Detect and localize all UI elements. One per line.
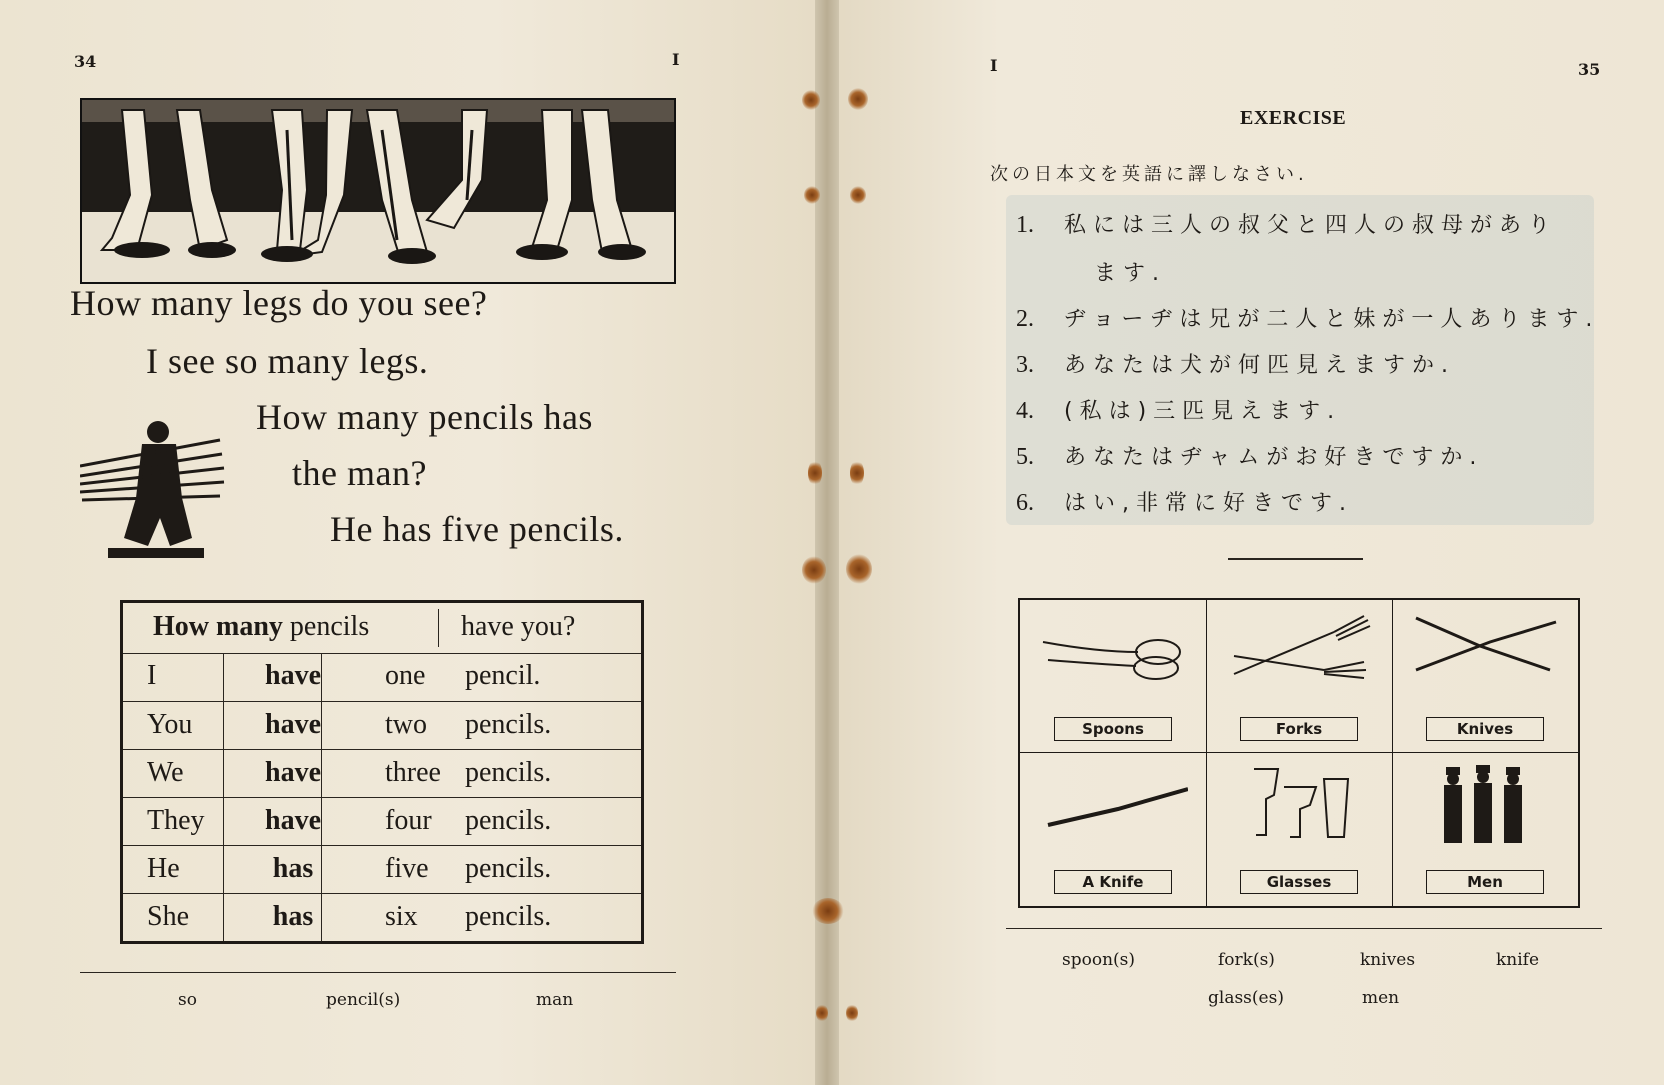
rust-stain	[812, 898, 844, 924]
picture-label: A Knife	[1054, 870, 1172, 894]
item-text: はい,非常に好きです.	[1064, 491, 1353, 516]
rust-stain	[850, 186, 866, 204]
table-row	[123, 701, 641, 750]
row-subject: We	[147, 757, 184, 788]
rust-stain	[846, 1004, 858, 1022]
table-header	[123, 603, 641, 654]
exercise-item-continuation: ます.	[1094, 261, 1166, 286]
header-left-bold: How many	[153, 611, 283, 642]
item-text: ヂョーヂは兄が二人と妹が一人あります.	[1064, 307, 1600, 332]
row-number: five	[385, 853, 429, 884]
picture-label: Spoons	[1054, 717, 1172, 741]
item-number: 4.	[1016, 398, 1034, 424]
picture-cell-knives	[1392, 600, 1578, 753]
vocab-word: man	[536, 990, 574, 1010]
table-row	[123, 749, 641, 798]
picture-grid	[1018, 598, 1580, 908]
row-subject: They	[147, 805, 205, 836]
row-noun: pencils.	[465, 805, 552, 836]
row-verb: have	[265, 757, 321, 788]
question-pencils-line1: How many pencils has	[256, 397, 593, 437]
table-row	[123, 845, 641, 894]
rust-stain	[808, 460, 822, 486]
row-number: one	[385, 660, 426, 691]
table-row	[123, 893, 641, 942]
picture-cell-men	[1392, 753, 1578, 906]
lesson-marker: I	[990, 56, 998, 75]
question-legs: How many legs do you see?	[70, 283, 488, 323]
vocab-word: spoon(s)	[1062, 950, 1136, 970]
pencil-man-illustration	[80, 418, 230, 568]
row-subject: She	[147, 901, 189, 932]
legs-illustration	[80, 98, 676, 284]
exercise-item	[1016, 302, 1599, 333]
row-noun: pencils.	[465, 709, 552, 740]
answer-legs: I see so many legs.	[146, 341, 429, 381]
picture-label: Forks	[1240, 717, 1358, 741]
rust-stain	[816, 1004, 828, 1022]
vocab-rule	[1006, 928, 1602, 929]
exercise-title: EXERCISE	[1240, 107, 1347, 129]
row-number: two	[385, 709, 427, 740]
vocab-word: men	[1362, 988, 1400, 1008]
row-noun: pencils.	[465, 757, 552, 788]
vocab-word: knives	[1360, 950, 1416, 970]
exercise-item	[1016, 208, 1557, 239]
row-noun: pencil.	[465, 660, 541, 691]
vocab-word: knife	[1496, 950, 1540, 970]
picture-cell-knife	[1020, 753, 1206, 906]
row-subject: I	[147, 660, 157, 691]
item-number: 6.	[1016, 490, 1034, 516]
row-subject: You	[147, 709, 193, 740]
spoons-icon	[1038, 612, 1188, 692]
rust-stain	[850, 460, 864, 486]
exercise-item	[1016, 440, 1483, 471]
pencils-table	[120, 600, 644, 944]
vocab-rule	[80, 972, 676, 973]
rust-stain	[848, 88, 868, 110]
picture-label: Men	[1426, 870, 1544, 894]
header-right: have you?	[461, 611, 576, 642]
row-verb: has	[272, 853, 314, 884]
answer-pencils: He has five pencils.	[330, 509, 624, 549]
row-verb: have	[265, 709, 321, 740]
vocab-word: pencil(s)	[326, 990, 401, 1010]
rust-stain	[846, 554, 872, 584]
header-left	[153, 611, 369, 643]
page-number: 35	[1578, 60, 1601, 79]
vocab-word: glass(es)	[1208, 988, 1284, 1008]
rust-stain	[802, 90, 820, 110]
picture-cell-forks	[1206, 600, 1392, 753]
rust-stain	[804, 186, 820, 204]
exercise-item	[1016, 394, 1341, 425]
row-verb: have	[265, 660, 321, 691]
exercise-item	[1016, 486, 1353, 517]
lesson-marker: I	[672, 50, 680, 69]
row-number: six	[385, 901, 418, 932]
row-number: four	[385, 805, 432, 836]
row-verb: have	[265, 805, 321, 836]
row-noun: pencils.	[465, 901, 552, 932]
item-text: あなたはヂャムがお好きですか.	[1064, 445, 1484, 470]
table-row	[123, 653, 641, 701]
knife-icon	[1038, 765, 1188, 845]
header-divider	[438, 609, 439, 647]
vocab-word: so	[178, 990, 197, 1010]
picture-label: Glasses	[1240, 870, 1358, 894]
item-number: 2.	[1016, 306, 1034, 332]
men-icon	[1410, 765, 1560, 845]
row-subject: He	[147, 853, 180, 884]
item-number: 1.	[1016, 212, 1034, 238]
picture-label: Knives	[1426, 717, 1544, 741]
picture-cell-spoons	[1020, 600, 1206, 753]
row-verb: has	[272, 901, 314, 932]
item-number: 5.	[1016, 444, 1034, 470]
item-number: 3.	[1016, 352, 1034, 378]
header-left-rest: pencils	[289, 611, 370, 642]
vocab-word: fork(s)	[1218, 950, 1275, 970]
glasses-icon	[1224, 765, 1374, 845]
question-pencils-line2: the man?	[292, 453, 427, 493]
picture-cell-glasses	[1206, 753, 1392, 906]
item-text: (私は)三匹見えます.	[1064, 399, 1342, 424]
row-noun: pencils.	[465, 853, 552, 884]
section-divider	[1228, 558, 1363, 560]
forks-icon	[1224, 612, 1374, 692]
rust-stain	[802, 556, 826, 584]
exercise-instruction: 次の日本文を英語に譯しなさい.	[990, 164, 1308, 185]
knives-icon	[1410, 612, 1560, 692]
item-text: 私には三人の叔父と四人の叔母があり	[1064, 213, 1558, 238]
item-text: あなたは犬が何匹見えますか.	[1064, 353, 1455, 378]
page-number: 34	[74, 52, 97, 71]
exercise-item	[1016, 348, 1455, 379]
table-row	[123, 797, 641, 846]
row-number: three	[385, 757, 441, 788]
